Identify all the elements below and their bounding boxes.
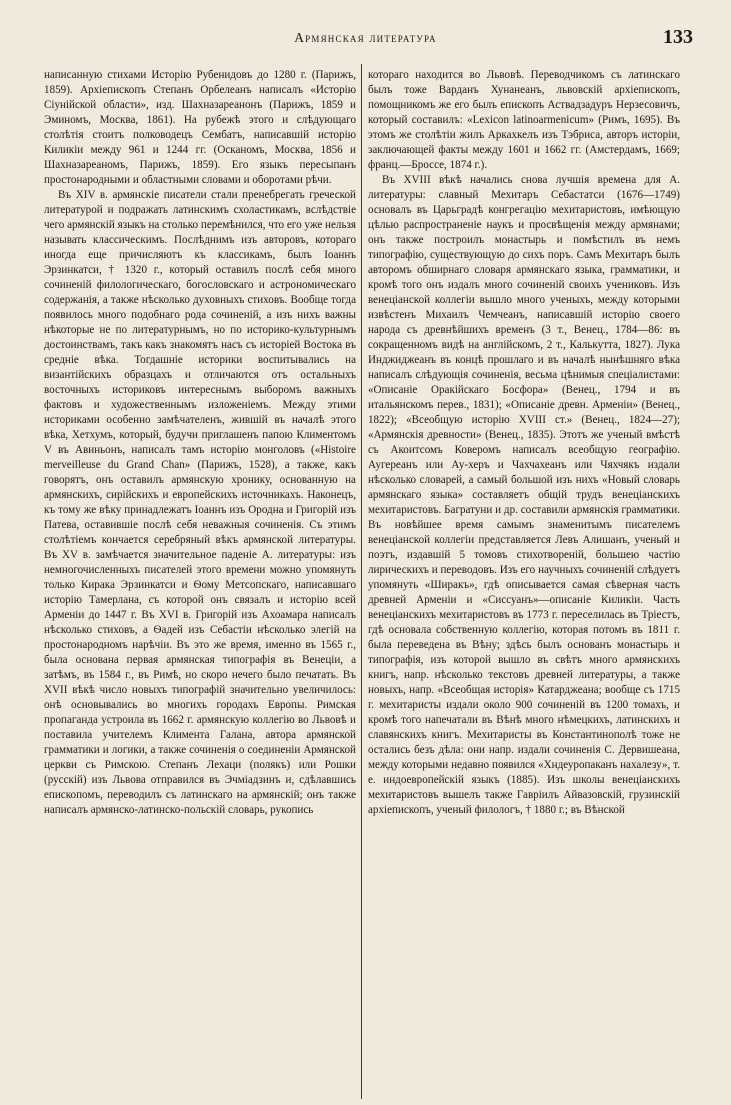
running-title: Армянская литература: [294, 30, 437, 45]
page-number: 133: [663, 26, 693, 48]
paragraph: Въ XVIII вѣкѣ начались снова лучшія времена для А. литературы: славный Мехитаръ Себастатси (1676—1749) основалъ въ Царьградѣ конгрегацію мехитаристовъ, имѣющую цѣлью распространеніе наукъ и просвѣщенія между армянами; онъ также построилъ монастырь и помѣстилъ въ немъ типографію, существующую до сихъ поръ. Самъ Мехитаръ былъ авторомъ обширнаго словаря армянскаго языка, грамматики, и кромѣ того онъ издалъ много сочиненій своихъ учениковъ. Изъ венеціанской коллегіи вышло много ученыхъ, между которыми извѣстенъ Михаилъ Чемчеанъ, написавшій исторію своего народа съ древнѣйшихъ временъ (3 т., Венец., 1784—86: въ сокращенномъ видѣ на англійскомъ, 2 т., Калькутта, 1827). Лука Инджиджеанъ въ концѣ прошлаго и въ началѣ нынѣшняго вѣка написалъ слѣдующія сочиненія, весьма цѣнимыя спеціалистами: «Описаніе Оракійскаго Босфора» (Венец., 1794 и въ итальянскомъ перев., 1831); «Описаніе древн. Арменіи» (Венец., 1822); «Всеобщую исторію XVIII ст.» (Венец., 1824—27); «Армянскія древности» (Венец., 1835). Этотъ же ученый вмѣстѣ съ Акоитсомъ Коверомъ написалъ всеобщую географію. Аугереанъ или Ау-херъ и Чахчахеанъ или Чяхчякъ издали нѣсколько словарей, а самый большой изъ нихъ «Новый словарь армянскаго языка» составляетъ общій трудъ венеціанскихъ мехитаристовъ. Багратуни и др. составили армянскія грамматики. Въ новѣйшее время самымъ знаменитымъ писателемъ венеціанской коллегіи представляется Левъ Алишанъ, ученый и поэтъ, издавшій 5 томовъ стихотвореній, большею частію лирическихъ и переводовъ. Изъ его научныхъ сочиненій слѣдуетъ упомянуть «Ширакъ», гдѣ описывается самая сѣверная часть древней Арменіи и «Сиссуанъ»—описаніе Киликіи. Часть венеціанскихъ мехитаристовъ въ 1773 г. переселилась въ Тріестъ, гдѣ основала собственную коллегію, которая потомъ въ 1811 г. была переведена въ Вѣну; здѣсь былъ основанъ монастырь и типографія, изъ которой вышло въ свѣтъ много армянскихъ книгъ, напр. нѣсколько текстовъ древней литературы, а также новыхъ, напр. «Всеобщая исторія» Катарджеана; вообще съ 1715 г. мехитаристы издали около 900 сочиненій въ 1200 томахъ, и кромѣ того напечатали въ Вѣнѣ много нѣмецкихъ, латинскихъ и славянскихъ книгъ. Мехитаристы въ Константинополѣ тоже не остались безъ дѣла: они напр. издали сочиненія С. Дервишеана, между которыми недавно появился «Хндеуропаканъ нахалезу», т. е. индоевропейскій языкъ (1885). Изъ школы венеціанскихъ мехитаристовъ вышелъ также Гавріилъ Айвазовскій, грузинскій архіепископъ, ученый филологъ, † 1880 г.; въ Вѣнской: [368, 174, 680, 816]
paragraph: написанную стихами Исторію Рубенидовъ до 1280 г. (Парижъ, 1859). Архіепископъ Степанъ Орбелеанъ написалъ «Исторію Сіунійской области», изд. Шахназареанонъ (Парижъ, 1859 и Эминомъ, Москва, 1861). На рубежѣ этого и слѣдующаго столѣтія стоитъ полководецъ Сембатъ, написавшій исторію Киликіи между 961 и 1244 гг. (Осканомъ, Москва, 1856 и Шахназареаномъ, Парижъ, 1859). Его языкъ пересыпанъ простонародными и областными словами и оборотами рѣчи.: [44, 69, 356, 186]
paragraph: Въ XIV в. армянскіе писатели стали пренебрегать греческой литературой и подражать латинскимъ схоластикамъ, вслѣдствіе чего армянскій языкъ на столько перемѣнился, что его уже нельзя называть классическимъ. Послѣднимъ изъ авторовъ, котораго иногда еще причисляютъ къ классикамъ, былъ Іоаннъ Эрзинкатси, † 1320 г., который оставилъ послѣ себя много сочиненій филологическаго, богословскаго и астрономическаго содержанія, а также нѣсколько духовныхъ стиховъ. Вообще тогда появилось много подобнаго рода сочиненій, а изъ нихъ важны нѣкоторые не по литературнымъ, но по историко-культурнымъ достоинствамъ, такъ какъ знакомятъ насъ съ исторіей Востока въ средніе вѣка. Тогдашніе историки воспитывались на византійскихъ образцахъ и отличаются отъ остальныхъ восточныхъ историковъ интереснымъ выборомъ важныхъ фактовъ и художественнымъ изложеніемъ. Между этими историками особенно замѣчателенъ, жившій въ началѣ этого вѣка, Хетхумъ, который, будучи приглашенъ папою Климентомъ V въ Авиньонъ, написалъ тамъ исторію монголовъ («Histoire merveilleuse du Grand Chan» (Парижъ, 1528), а также, какъ говорятъ, онъ оставилъ армянскую хронику, основанную на армянскихъ, сирійскихъ и европейскихъ источникахъ. Наконецъ, къ тому же вѣку принадлежатъ Іоаннъ изъ Ородна и Григорій изъ Патева, оставившіе послѣ себя неважныя сочиненія. Съ этимъ столѣтіемъ кончается серебряный вѣкъ армянской литературы. Въ XV в. замѣчается значительное паденіе А. литературы: изъ немногочисленныхъ писателей этого времени можно упомянуть только Кирака Эрзинкатси и Ѳому Метсопскаго, написавшаго исторію Тамерлана, съ которой онъ связалъ и исторію всей Арменіи до 1447 г. Въ XVI в. Григорій изъ Ахоамара написалъ нѣсколько стиховъ, а Ѳадей изъ Себастіи нѣсколько элегій на простонародномъ нарѣчіи. Въ это же время, именно въ 1565 г., была основана первая армянская типографія въ Венеціи, а затѣмъ, въ 1584 г., въ Римѣ, но скоро нечего было печатать. Въ XVII вѣкѣ число новыхъ типографій значительно увеличилось: онѣ основывались во многихъ городахъ Европы. Римская пропаганда устроила въ 1662 г. армянскую коллегію во Львовѣ и поставила учителемъ Климента Галана, автора армянской грамматики и логики, а также сочиненія о соединеніи Армянской церкви съ Римскою. Степанъ Лехаци (полякъ) или Рошки (русскій) изъ Львова отправился въ Эчміадзинъ и, сдѣлавшись епископомъ, переводилъ съ латинскаго на армянскій; онъ также написалъ армянско-латинско-польскій словарь, рукопись: [44, 189, 356, 816]
column-divider: [361, 64, 362, 1099]
left-column: [44, 68, 356, 818]
right-column: [368, 68, 680, 818]
paragraph: котораго находится во Львовѣ. Переводчикомъ съ латинскаго былъ тоже Варданъ Хунанеанъ, львовскій архіепископъ, помощникомъ же его былъ епископъ Аствадзадуръ Нерзесовичъ, который составилъ: «Lexicon latinoarmenicum» (Римъ, 1695). Въ этомъ же столѣтіи жилъ Аркахкелъ изъ Тэбриса, авторъ исторіи, заключающей факты между 1601 и 1662 гг. (Амстердамъ, 1669; франц.—Броссе, 1874 г.).: [368, 69, 680, 171]
